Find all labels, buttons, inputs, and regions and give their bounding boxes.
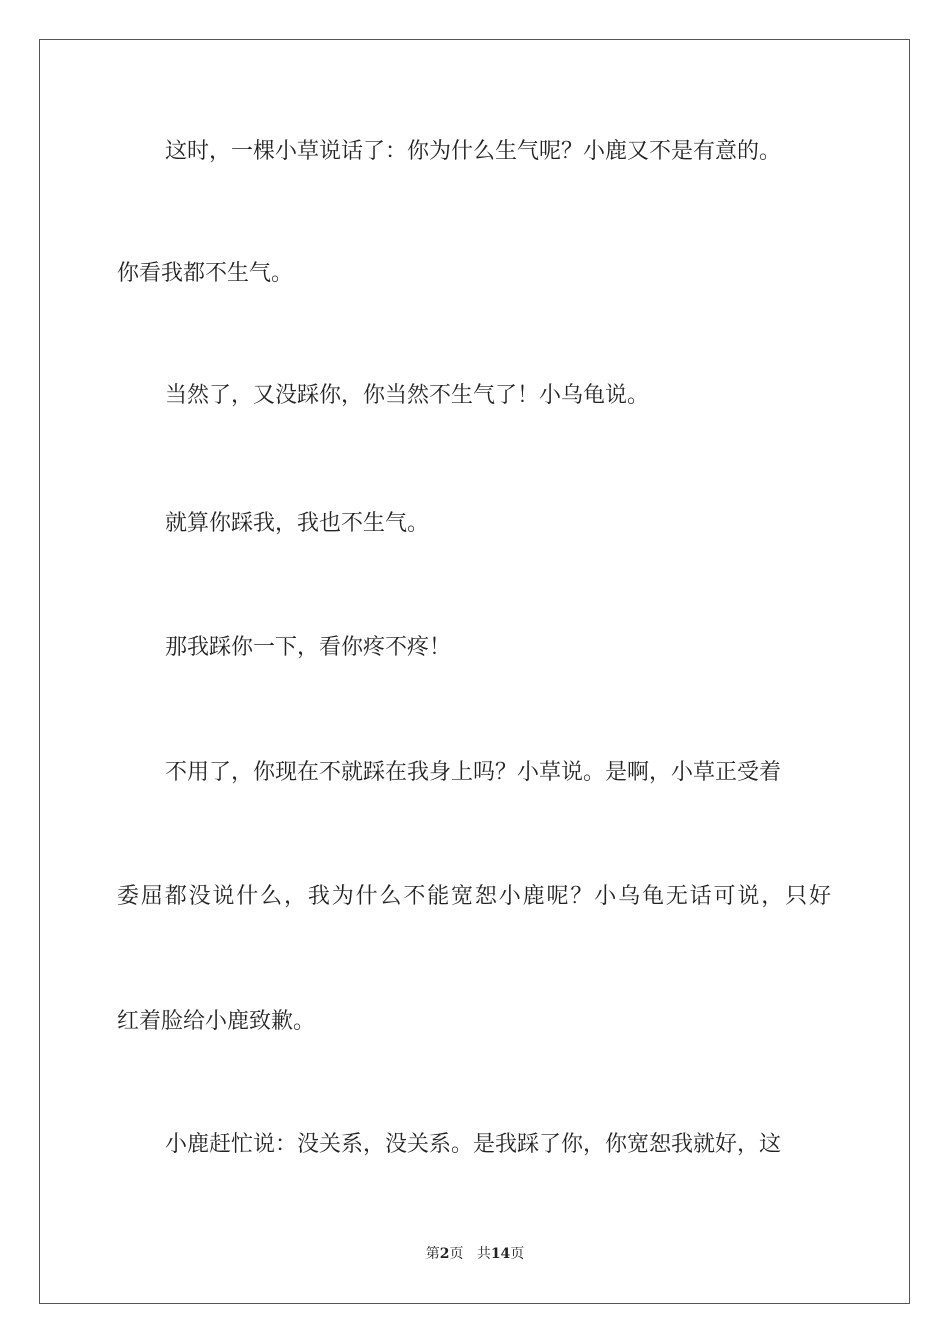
footer-page-suffix: 页 — [449, 1246, 464, 1262]
text-line-4: 就算你踩我，我也不生气。 — [165, 511, 430, 536]
page-border — [39, 39, 910, 1304]
footer-total-number: 14 — [490, 1246, 511, 1262]
footer-total-prefix: 共 — [476, 1246, 491, 1262]
text-line-3: 当然了，又没踩你，你当然不生气了！小乌龟说。 — [165, 383, 650, 408]
text-line-5: 那我踩你一下，看你疼不疼！ — [165, 635, 452, 660]
text-line-8: 红着脸给小鹿致歉。 — [117, 1009, 316, 1034]
text-line-9: 小鹿赶忙说：没关系，没关系。是我踩了你，你宽恕我就好，这 — [165, 1132, 782, 1157]
text-line-2: 你看我都不生气。 — [117, 261, 294, 286]
page-footer — [0, 1244, 950, 1264]
footer-total-suffix: 页 — [510, 1246, 525, 1262]
footer-page-prefix: 第 — [425, 1246, 440, 1262]
text-line-6: 不用了，你现在不就踩在我身上吗？小草说。是啊，小草正受着 — [165, 760, 782, 785]
text-line-1: 这时，一棵小草说话了：你为什么生气呢？小鹿又不是有意的。 — [165, 139, 782, 164]
text-line-7: 委屈都没说什么，我为什么不能宽恕小鹿呢？小乌龟无话可说，只好 — [117, 884, 831, 909]
footer-page-number: 2 — [439, 1246, 450, 1262]
